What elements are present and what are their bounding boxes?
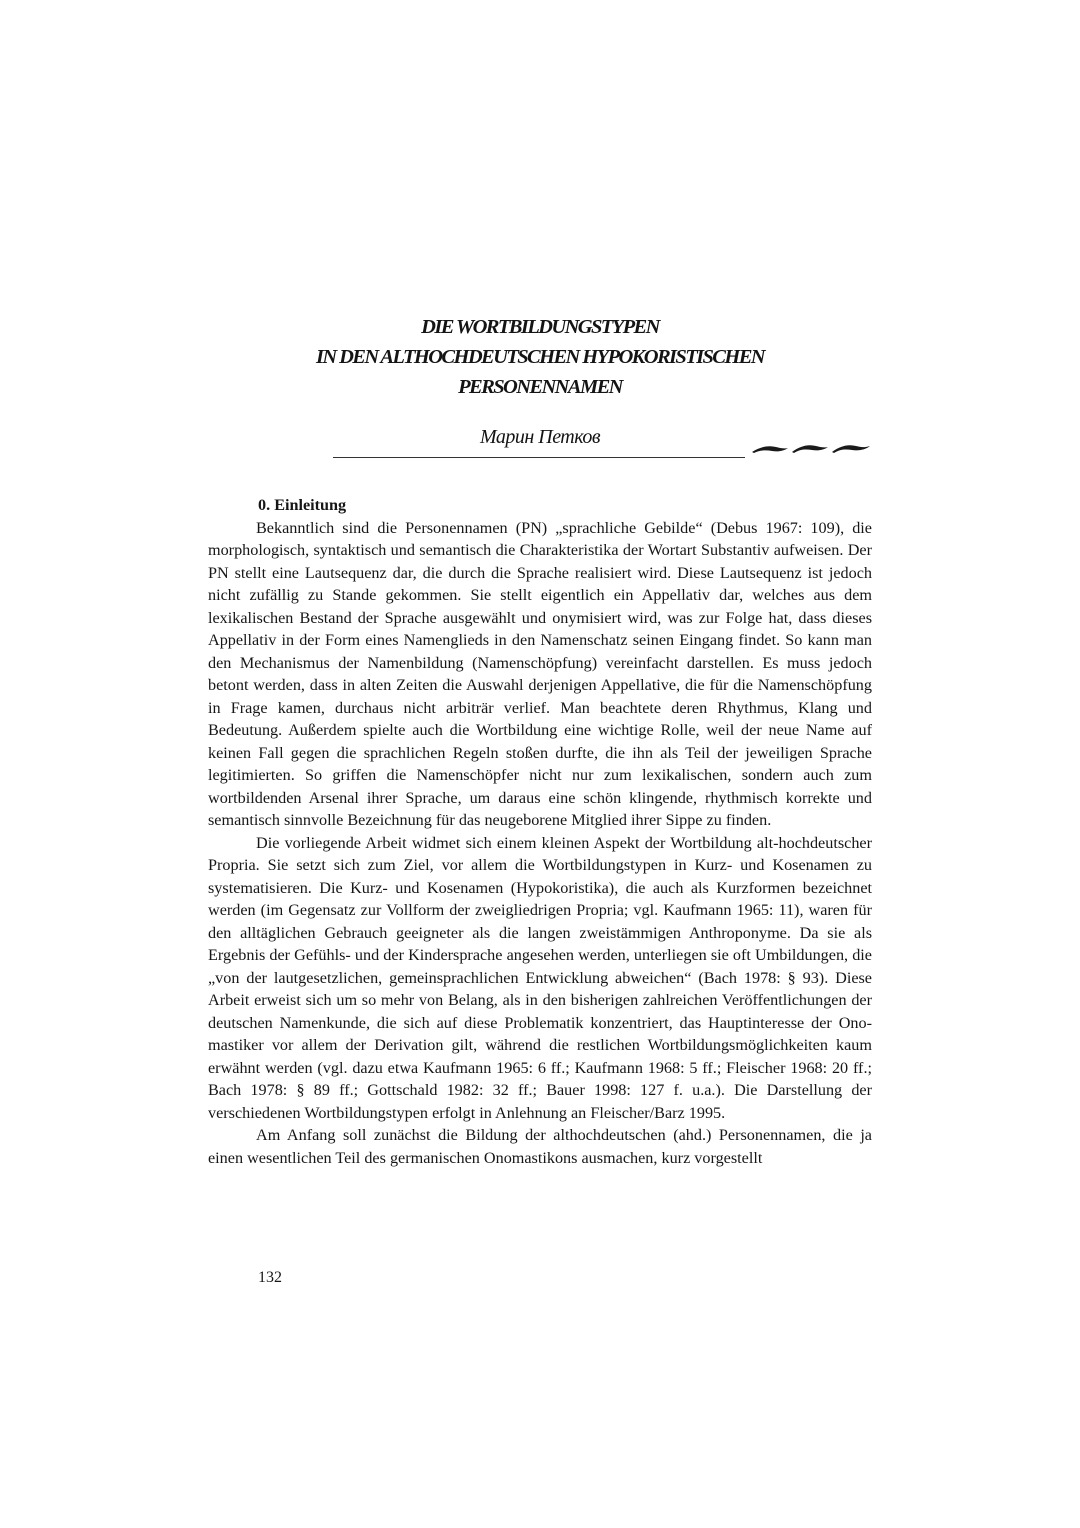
section-heading: 0. Einleitung — [258, 496, 347, 514]
author-name: Марин Петков — [479, 426, 601, 448]
title-line-2: IN DEN ALTHOCHDEUTSCHEN HYPOKORISTISCHEN — [315, 346, 765, 368]
title-line-1: DIE WORTBILDUNGSTYPEN — [421, 316, 659, 338]
article-title — [0, 312, 1080, 402]
paragraph-3: Am Anfang soll zunächst die Bildung der althochdeutschen (ahd.) Personennamen, die ja einen wesentlichen Teil des germanischen Onomastikons ausmachen, kurz vorgestellt — [208, 1126, 872, 1167]
page-number: 132 — [258, 1269, 282, 1286]
paragraph-2: Die vorliegende Arbeit widmet sich einem kleinen Aspekt der Wortbildung alt-hochdeutscher Propria. Sie setzt sich zum Ziel, vor allem die Wortbildungstypen in Kurz- und Kosenamen zu systematisieren. Die Kurz- und Kosenamen (Hypokoristika), die auch als Kurzformen bezeichnet werden (im Gegensatz zur Vollform der zweigliedrigen Propria; vgl. Kaufmann 1965: 11), waren für den alltäglichen Gebrauch geeigneter als die langen zweistämmigen Anthroponyme. Da sie als Ergebnis der Gefühls- und der Kindersprache angesehen werden, unterliegen sie oft Umbildungen, die „von der lautgesetzlichen, gemeinsprachlichen Entwicklung abweichen“ (Bach 1978: § 93). Diese Arbeit erweist sich um so mehr von Belang, als in den bisherigen zahlreichen Veröffentlichungen der deutschen Namenkunde, die sich auf diese Problematik konzentriert, das Hauptinteresse der Ono-mastiker vor allem der Derivation gilt, während die restlichen Wortbildungsmöglichkeiten kaum erwähnt werden (vgl. dazu etwa Kaufmann 1965: 6 ff.; Kaufmann 1968: 5 ff.; Fleischer 1968: 20 ff.; Bach 1978: § 89 ff.; Gottschald 1982: 32 ff.; Bauer 1998: 127 f. u.a.). Die Darstellung der verschiedenen Wortbildungstypen erfolgt in Anlehnung an Fleischer/Barz 1995. — [208, 833, 872, 1122]
title-line-3: PERSONENNAMEN — [458, 376, 622, 398]
author-divider — [333, 457, 745, 458]
swash-ornament-icon — [750, 438, 872, 458]
paragraph-1: Bekanntlich sind die Personennamen (PN) „sprachliche Gebilde“ (Debus 1967: 109), die morphologisch, syntaktisch und semantisch die Charakteristika der Wortart Substantiv aufweisen. Der PN stellt eine Lautsequenz dar, die durch die Sprache realisiert wird. Diese Lautsequenz ist jedoch nicht zufällig zu Stande gekommen. Sie stellt eigentlich ein Appellativ dar, welches aus dem lexikalischen Bestand der Sprache ausgewählt und onymisiert wird, was zur Folge hat, dass dieses Appellativ in der Form eines Namenglieds in den Namenschatz seinen Eingang findet. So kann man den Mechanismus der Namenbildung (Namenschöpfung) vereinfacht darstellen. Es muss jedoch betont werden, dass in alten Zeiten die Auswahl derjenigen Appellative, die für die Namenschöpfung in Frage kamen, durchaus nicht arbiträr verlief. Man beachtete deren Rhythmus, Klang und Bedeutung. Außerdem spielte auch die Wortbildung eine wichtige Rolle, weil der neue Name auf keinen Fall gegen die sprachlichen Regeln stoßen durfte, die ihn als Teil der jeweiligen Sprache legitimierten. So griffen die Namenschöpfer nicht nur zum lexikalischen, sondern auch zum wortbildenden Arsenal ihrer Sprache, um daraus eine schön klingende, rhythmisch korrekte und semantisch sinnvolle Bezeichnung für das neugeborene Mitglied ihrer Sippe zu finden. — [208, 518, 872, 829]
article-body — [208, 494, 872, 1169]
